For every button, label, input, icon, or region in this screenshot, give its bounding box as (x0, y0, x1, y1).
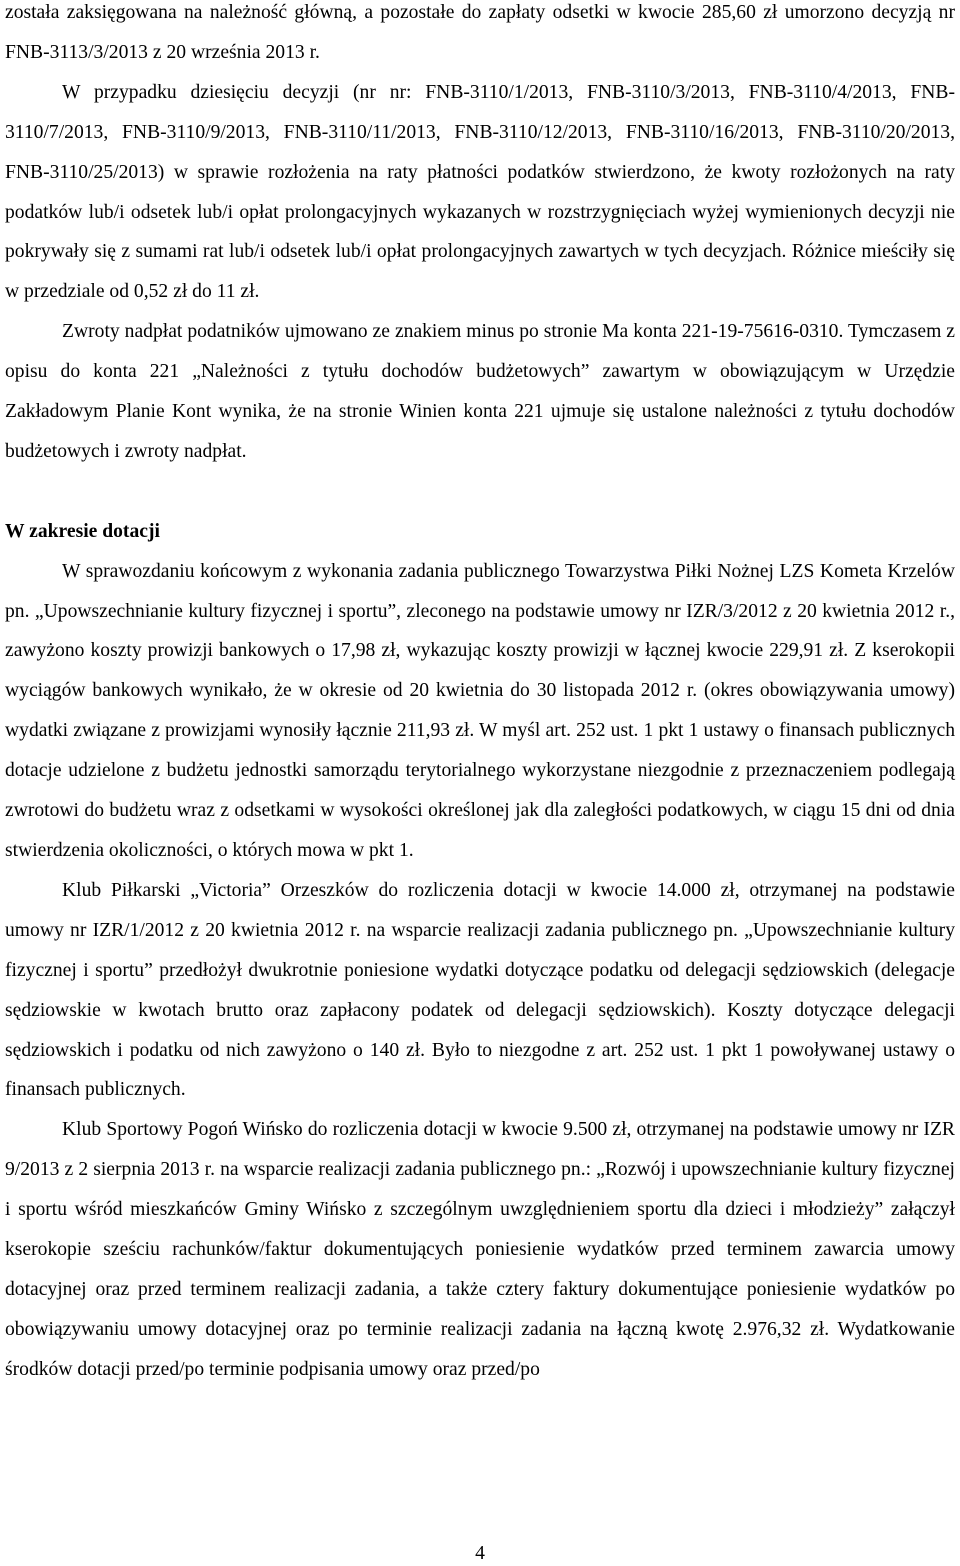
document-body (5, 0, 955, 1390)
paragraph-refunds: Zwroty nadpłat podatników ujmowano ze znakiem minus po stronie Ma konta 221-19-75616-0310. Tymczasem z opisu do konta 221 „Należności z tytułu dochodów budżetowych” zawartym w obowiązującym w Urzędzie Zakładowym Planie Kont wynika, że na stronie Winien konta 221 ujmuje się ustalone należności z tytułu dochodów budżetowych i zwroty nadpłat. (5, 321, 955, 462)
paragraph-victoria: Klub Piłkarski „Victoria” Orzeszków do rozliczenia dotacji w kwocie 14.000 zł, otrzymanej na podstawie umowy nr IZR/1/2012 z 20 kwietnia 2012 r. na wsparcie realizacji zadania publicznego pn. „Upowszechnianie kultury fizycznej i sportu” przedłożył dwukrotnie poniesione wydatki dotyczące podatku od delegacji sędziowskich (delegacje sędziowskie w kwotach brutto oraz zapłacony podatek od delegacji sędziowskich). Koszty dotyczące delegacji sędziowskich i podatku od nich zawyżono o 140 zł. Było to niezgodne z art. 252 ust. 1 pkt 1 powoływanej ustawy o finansach publicznych. (5, 879, 955, 1101)
paragraph-decisions: W przypadku dziesięciu decyzji (nr nr: FNB-3110/1/2013, FNB-3110/3/2013, FNB-3110/4/2013, FNB-3110/7/2013, FNB-3110/9/2013, FNB-3110/11/2013, FNB-3110/12/2013, FNB-3110/16/2013, FNB-3110/20/2013, FNB-3110/25/2013) w sprawie rozłożenia na raty płatności podatków stwierdzono, że kwoty rozłożonych na raty podatków lub/i odsetek lub/i opłat prolongacyjnych wykazanych w rozstrzygnięciach wyżej wymienionych decyzji nie pokrywały się z sumami rat lub/i odsetek lub/i opłat prolongacyjnych zawartych w tych decyzjach. Różnice mieściły się w przedziale od 0,52 zł do 11 zł. (5, 81, 955, 303)
section-heading-subsidies: W zakresie dotacji (5, 520, 160, 542)
paragraph-pogon: Klub Sportowy Pogoń Wińsko do rozliczenia dotacji w kwocie 9.500 zł, otrzymanej na podstawie umowy nr IZR 9/2013 z 2 sierpnia 2013 r. na wsparcie realizacji zadania publicznego pn.: „Rozwój i upowszechnianie kultury fizycznej i sportu wśród mieszkańców Gminy Wińsko z szczególnym uwzględnieniem sportu dla dzieci i młodzieży” załączył kserokopie sześciu rachunków/faktur dokumentujących poniesienie wydatków przed terminem zawarcia umowy dotacyjnej oraz przed terminem realizacji zadania, a także cztery faktury dokumentujące poniesienie wydatków po obowiązywaniu umowy dotacyjnej oraz po terminie realizacji zadania na łączną kwotę 2.976,32 zł. Wydatkowanie środków dotacji przed/po terminie podpisania umowy oraz przed/po (5, 1119, 955, 1380)
paragraph-continued: została zaksięgowana na należność główną, a pozostałe do zapłaty odsetki w kwocie 285,60 zł umorzono decyzją nr FNB-3113/3/2013 z 20 września 2013 r. (5, 2, 955, 63)
paragraph-kometa: W sprawozdaniu końcowym z wykonania zadania publicznego Towarzystwa Piłki Nożnej LZS Kometa Krzelów pn. „Upowszechnianie kultury fizycznej i sportu”, zleconego na podstawie umowy nr IZR/3/2012 z 20 kwietnia 2012 r., zawyżono koszty prowizji bankowych o 17,98 zł, wykazując koszty prowizji w łącznej kwocie 229,91 zł. Z kserokopii wyciągów bankowych wynikało, że w okresie od 20 kwietnia do 30 listopada 2012 r. (okres obowiązywania umowy) wydatki związane z prowizjami wynosiły łącznie 211,93 zł. W myśl art. 252 ust. 1 pkt 1 ustawy o finansach publicznych dotacje udzielone z budżetu jednostki samorządu terytorialnego wykorzystane niezgodnie z przeznaczeniem podlegają zwrotowi do budżetu wraz z odsetkami w wysokości określonej jak dla zaległości podatkowych, w ciągu 15 dni od dnia stwierdzenia okoliczności, o których mowa w pkt 1. (5, 560, 955, 862)
page-number: 4 (475, 1543, 485, 1564)
